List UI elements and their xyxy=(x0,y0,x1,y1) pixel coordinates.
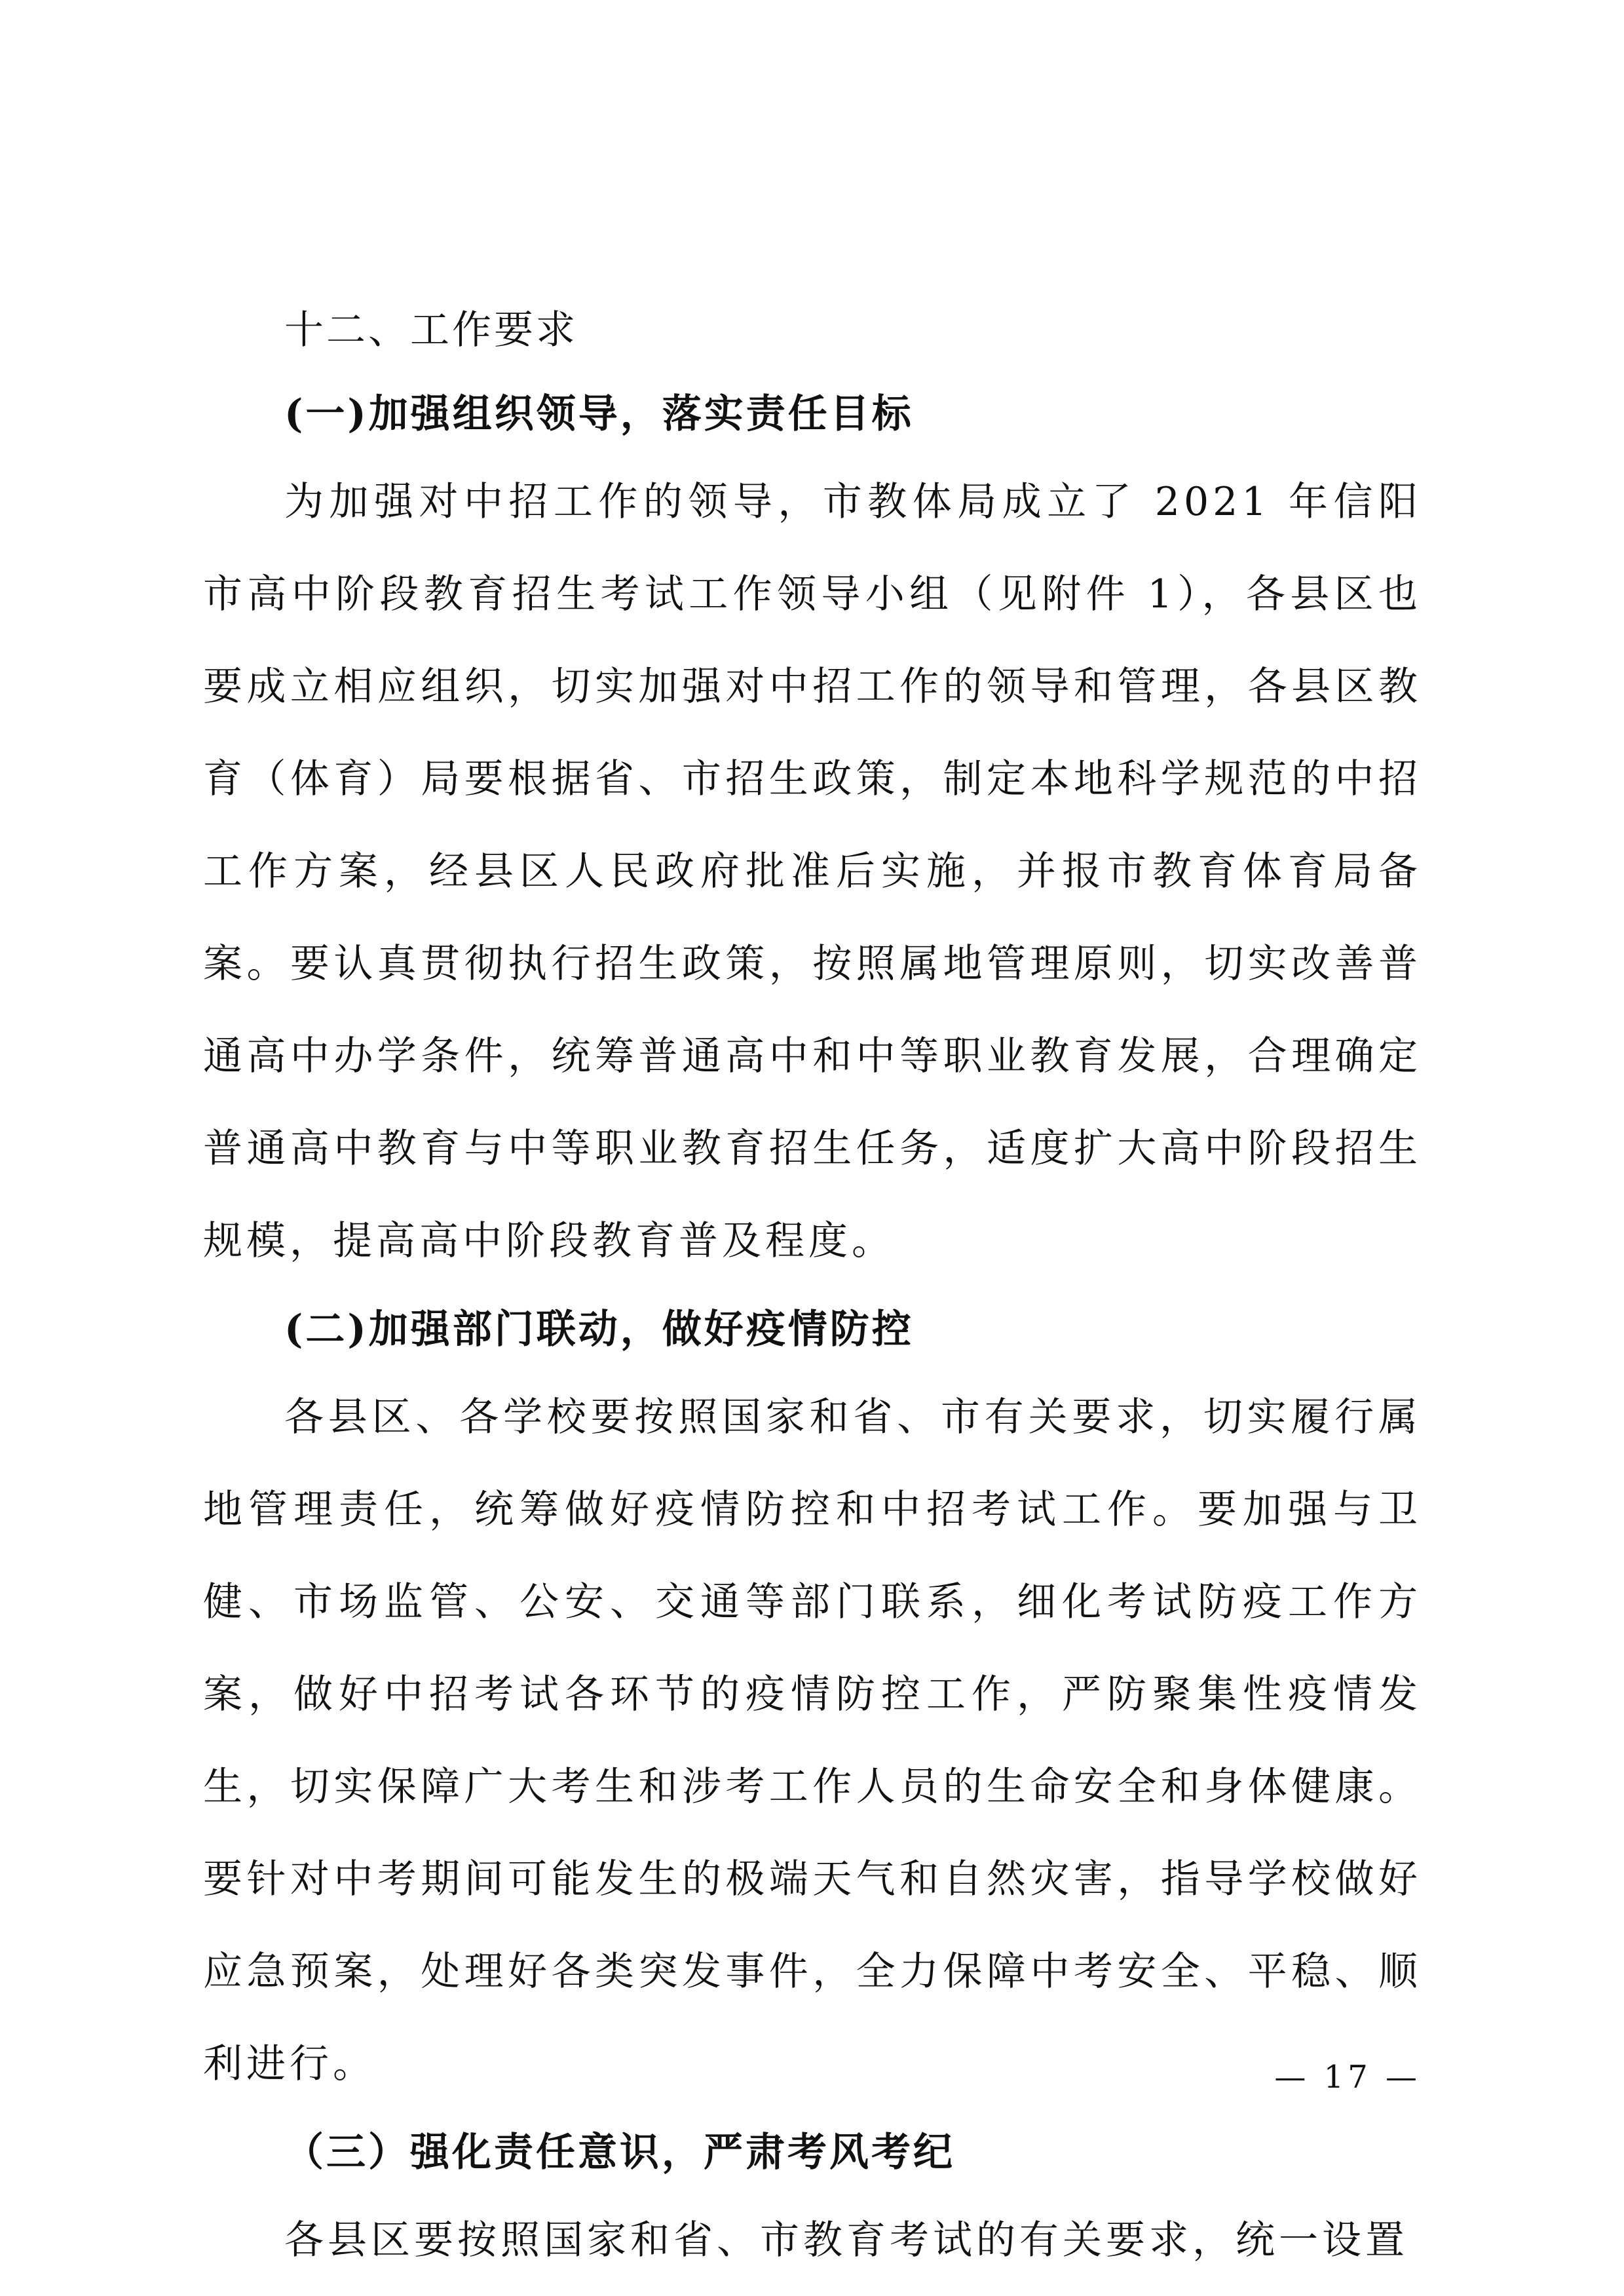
subsection-3-heading: （三）强化责任意识，严肃考风考纪 xyxy=(284,2130,955,2175)
subsection-3-paragraph: 各县区要按照国家和省、市教育考试的有关要求，统一设置 xyxy=(284,2217,1408,2263)
subsection-1-paragraph: 为加强对中招工作的领导，市教体局成立了 2021 年信阳市高中阶段教育招生考试工作领导小组（见附件 1），各县区也要成立相应组织，切实加强对中招工作的领导和管理，各县区教育（体育）局要根据省、市招生政策，制定本地科学规范的中招工作方案，经县区人民政府批准后实施，并报市教育体育局备案。要认真贯彻执行招生政策，按照属地管理原则，切实改善普通高中办学条件，统筹普通高中和中等职业教育发展，合理确定普通高中教育与中等职业教育招生任务，适度扩大高中阶段招生规模，提高高中阶段教育普及程度。 xyxy=(203,479,1422,1264)
subsection-2-heading: (二)加强部门联动，做好疫情防控 xyxy=(284,1307,914,1352)
document-body xyxy=(203,288,1422,2287)
section-title: 十二、工作要求 xyxy=(284,307,578,353)
subsection-1-heading: (一)加强组织领导，落实责任目标 xyxy=(284,391,914,437)
subsection-2-paragraph: 各县区、各学校要按照国家和省、市有关要求，切实履行属地管理责任，统筹做好疫情防控和中招考试工作。要加强与卫健、市场监管、公安、交通等部门联系，细化考试防疫工作方案，做好中招考试各环节的疫情防控工作，严防聚集性疫情发生，切实保障广大考生和涉考工作人员的生命安全和身体健康。要针对中考期间可能发生的极端天气和自然灾害，指导学校做好应急预案，处理好各类突发事件，全力保障中考安全、平稳、顺利进行。 xyxy=(203,1394,1422,2087)
page-number: — 17 — xyxy=(1274,2059,1421,2095)
